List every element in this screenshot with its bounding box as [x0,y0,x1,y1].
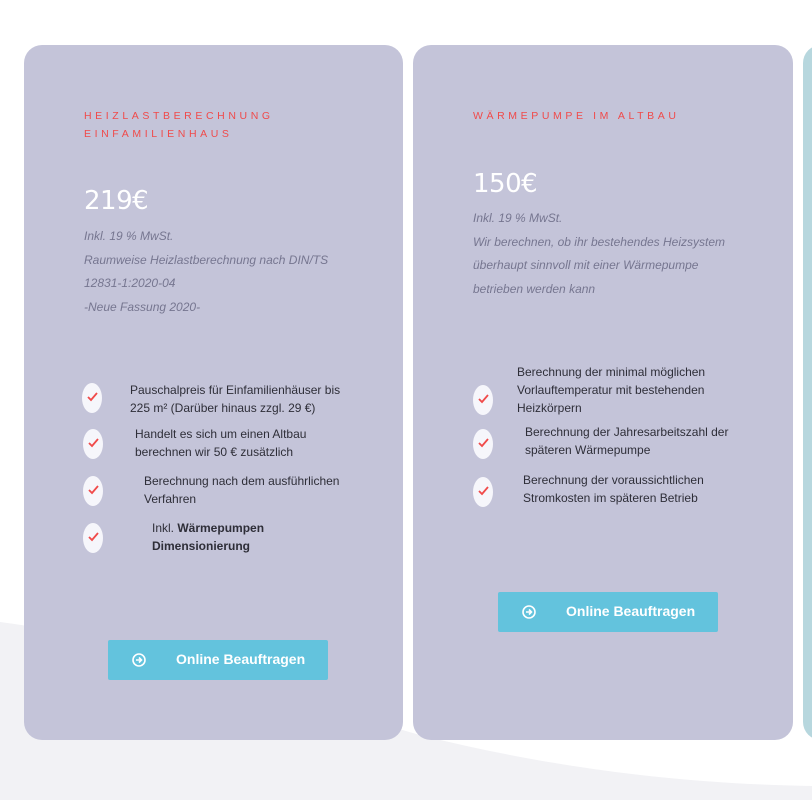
feature-text: berechnen wir 50 € zusätzlich [135,445,294,459]
button-label: Online Beauftragen [566,603,696,619]
check-icon [473,477,493,507]
price: 219€ [84,186,149,216]
feature-text: Berechnung der minimal möglichen [517,365,706,379]
check-icon [473,385,493,415]
eyebrow-line: WÄRMEPUMPE IM ALTBAU [473,110,680,122]
online-beauftragen-button[interactable] [498,592,718,632]
feature-text-bold: Wärmepumpen [177,521,265,535]
eyebrow-line: HEIZLASTBERECHNUNG [84,110,274,122]
feature-text: späteren Wärmepumpe [525,443,651,457]
desc-line: 12831-1:2020-04 [84,276,176,290]
feature-text: Vorlauftemperatur mit bestehenden [517,383,705,397]
check-icon [83,523,103,553]
feature-text: Verfahren [144,492,197,506]
feature-text: Handelt es sich um einen Altbau [135,427,307,441]
button-label: Online Beauftragen [176,651,306,667]
feature-text: Berechnung nach dem ausführlichen [144,474,340,488]
price-description [473,207,763,301]
card-eyebrow [84,107,324,143]
feature-text: Berechnung der voraussichtlichen [523,473,704,487]
feature-text: Pauschalpreis für Einfamilienhäuser bis [130,383,341,397]
online-beauftragen-button[interactable] [108,640,328,680]
price: 150€ [473,169,538,199]
feature-text: Inkl. [152,521,178,535]
desc-line: -Neue Fassung 2020- [84,299,201,314]
price-description [84,225,354,319]
desc-line: Raumweise Heizlastberechnung nach DIN/TS [84,252,329,267]
feature-text: Berechnung der Jahresarbeitszahl der [525,425,729,439]
pricing-card-heizlast [24,45,403,740]
feature-text-bold: Dimensionierung [152,539,251,553]
feature-text: 225 m² (Darüber hinaus zzgl. 29 €) [130,401,316,415]
check-icon [83,476,103,506]
check-icon [83,429,103,459]
check-icon [473,429,493,459]
desc-line: Inkl. 19 % MwSt. [473,211,563,225]
desc-line: betrieben werden kann [473,281,596,296]
check-icon [82,383,102,413]
arrow-circle-right-icon [132,653,146,667]
pricing-card-partial [803,45,812,740]
card-eyebrow [473,107,713,125]
pricing-card-waermepumpe [413,45,793,740]
desc-line: Inkl. 19 % MwSt. [84,229,174,243]
feature-text: Stromkosten im späteren Betrieb [523,491,698,505]
arrow-circle-right-icon [522,605,536,619]
desc-line: Wir berechnen, ob ihr bestehendes Heizsystem [473,234,726,249]
feature-text: Heizkörpern [517,401,582,415]
desc-line: überhaupt sinnvoll mit einer Wärmepumpe [473,258,699,272]
eyebrow-line: EINFAMILIENHAUS [84,128,233,140]
